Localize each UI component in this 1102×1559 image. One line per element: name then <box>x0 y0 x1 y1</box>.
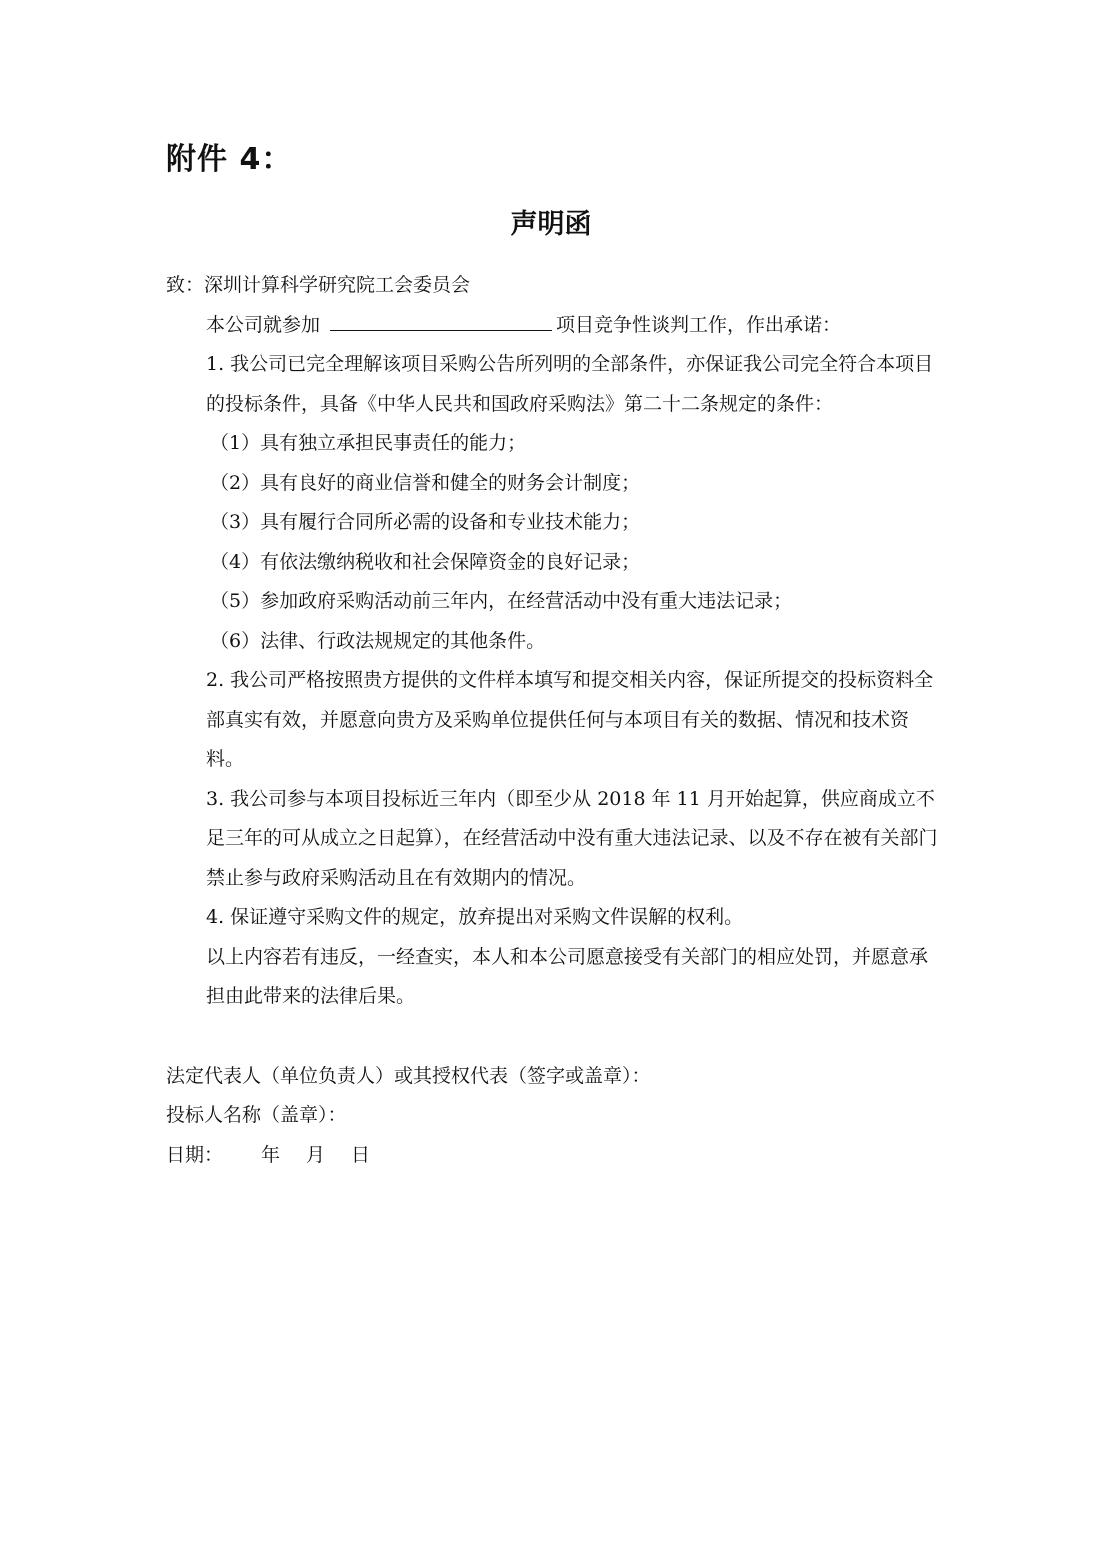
date-label: 日期： <box>166 1143 224 1166</box>
intro-before: 本公司就参加 <box>206 313 321 336</box>
date-month: 月 <box>306 1143 326 1166</box>
clause-2: 2. 我公司严格按照贵方提供的文件样本填写和提交相关内容，保证所提交的投标资料全部真实有效，并愿意向贵方及采购单位提供任何与本项目有关的数据、情况和技术资料。 <box>206 669 934 770</box>
date-year: 年 <box>261 1143 281 1166</box>
bidder-name-line: 投标人名称（盖章）： <box>166 1104 347 1126</box>
condition-3: （3）具有履行合同所必需的设备和专业技术能力； <box>210 511 641 533</box>
condition-4: （4）有依法缴纳税收和社会保障资金的良好记录； <box>210 550 641 573</box>
attachment-heading: 附件 4： <box>166 142 293 177</box>
clause-3: 3. 我公司参与本项目投标近三年内（即至少从 2018 年 11 月开始起算，供应商成立不足三年的可从成立之日起算），在经营活动中没有重大违法记录、以及不存在被有关部门禁止参与政府采购活动且在有效期内的情况。 <box>206 787 938 889</box>
addressee-line: 致：深圳计算科学研究院工会委员会 <box>166 274 471 296</box>
clause-1: 1. 我公司已完全理解该项目采购公告所列明的全部条件，亦保证我公司完全符合本项目的投标条件，具备《中华人民共和国政府采购法》第二十二条规定的条件： <box>206 353 934 415</box>
condition-6: （6）法律、行政法规规定的其他条件。 <box>210 629 546 652</box>
representative-signature-line: 法定代表人（单位负责人）或其授权代表（签字或盖章）： <box>166 1064 651 1087</box>
closing-statement: 以上内容若有违反，一经查实，本人和本公司愿意接受有关部门的相应处罚，并愿意承担由此带来的法律后果。 <box>206 945 929 1007</box>
condition-5: （5）参加政府采购活动前三年内，在经营活动中没有重大违法记录； <box>210 590 793 612</box>
clause-4: 4. 保证遵守采购文件的规定，放弃提出对采购文件误解的权利。 <box>206 906 744 928</box>
signature-spacer <box>166 1017 938 1057</box>
date-line <box>166 1136 938 1176</box>
condition-2: （2）具有良好的商业信誉和健全的财务会计制度； <box>210 471 641 494</box>
date-day: 日 <box>351 1143 371 1166</box>
intro-after: 项目竞争性谈判工作，作出承诺： <box>556 313 842 336</box>
document-title: 声明函 <box>510 209 592 240</box>
project-name-blank[interactable] <box>330 306 552 331</box>
condition-1: （1）具有独立承担民事责任的能力； <box>210 432 527 454</box>
intro-line <box>166 306 938 346</box>
document-body <box>166 266 938 1175</box>
